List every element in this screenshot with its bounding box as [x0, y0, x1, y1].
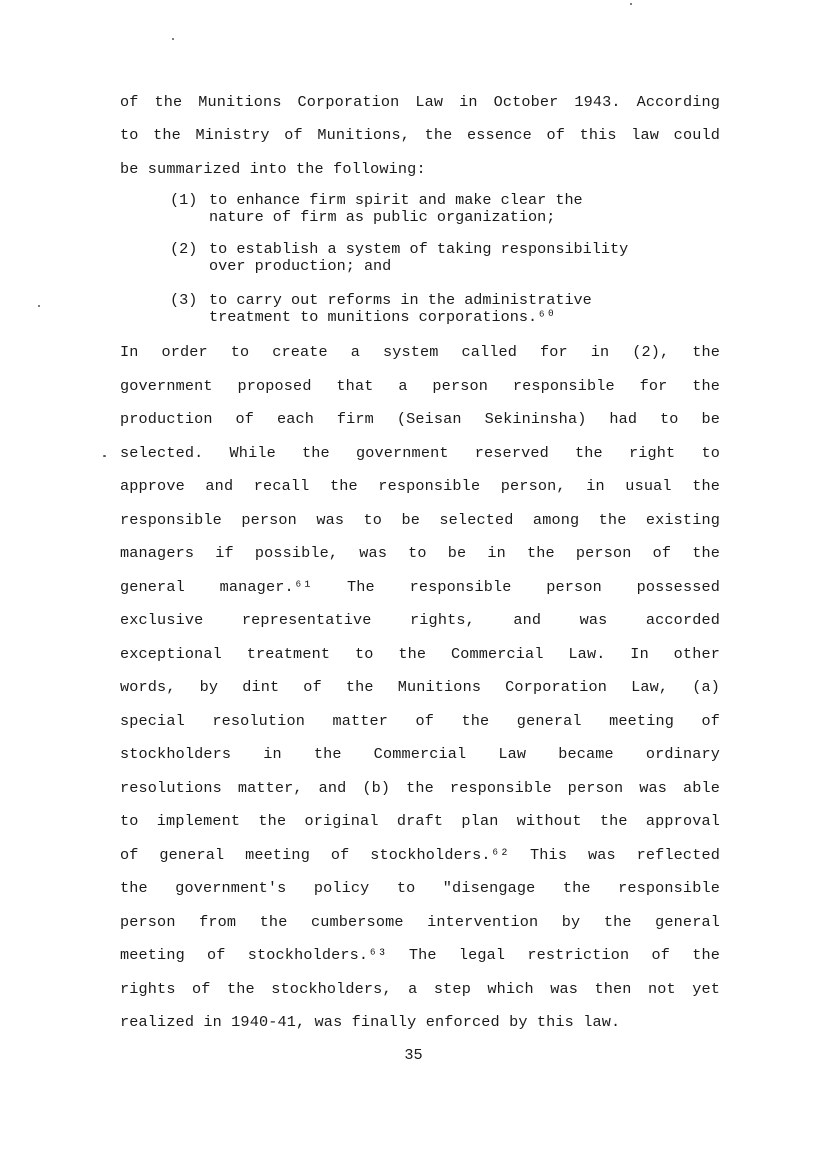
body-line: managers if possible, was to be in the person of the — [120, 544, 720, 562]
body-line: In order to create a system called for in (2), the — [120, 343, 720, 361]
body-line: special resolution matter of the general meeting of — [120, 712, 720, 730]
list-item-text: to establish a system of taking responsibility over production; and — [209, 240, 629, 275]
list-item-text: to carry out reforms in the administrative treatment to munitions corporations.⁶⁰ — [209, 291, 592, 326]
body-line: general manager.⁶¹ The responsible person possessed — [120, 578, 720, 596]
body-line: person from the cumbersome intervention by the general — [120, 913, 720, 931]
scan-speck — [172, 38, 174, 40]
intro-line: to the Ministry of Munitions, the essence of this law could — [120, 126, 720, 144]
body-line: exceptional treatment to the Commercial Law. In other — [120, 645, 720, 663]
list-item-number: (2) — [170, 240, 198, 258]
page-number: 35 — [404, 1046, 423, 1064]
list-item-text: to enhance firm spirit and make clear the nature of firm as public organization; — [209, 191, 583, 226]
body-line: exclusive representative rights, and was accorded — [120, 611, 720, 629]
body-line: responsible person was to be selected among the existing — [120, 511, 720, 529]
list-item-number: (3) — [170, 291, 198, 309]
body-line: resolutions matter, and (b) the responsible person was able — [120, 779, 720, 797]
scan-speck — [38, 305, 40, 307]
body-line: approve and recall the responsible person, in usual the — [120, 477, 720, 495]
body-line-final: realized in 1940-41, was finally enforced by this law. — [120, 1013, 621, 1031]
scan-speck — [103, 455, 106, 457]
intro-line: be summarized into the following: — [120, 160, 426, 178]
list-item-number: (1) — [170, 191, 198, 209]
body-line: selected. While the government reserved the right to — [120, 444, 720, 462]
body-line: to implement the original draft plan without the approval — [120, 812, 720, 830]
body-line: stockholders in the Commercial Law became ordinary — [120, 745, 720, 763]
body-line: meeting of stockholders.⁶³ The legal restriction of the — [120, 946, 720, 964]
list-item — [170, 241, 690, 275]
body-line: words, by dint of the Munitions Corporation Law, (a) — [120, 678, 720, 696]
body-line: rights of the stockholders, a step which was then not yet — [120, 980, 720, 998]
intro-line: of the Munitions Corporation Law in October 1943. According — [120, 93, 720, 111]
body-line: the government's policy to "disengage the responsible — [120, 879, 720, 897]
scan-speck — [630, 3, 632, 5]
list-item — [170, 292, 690, 326]
list-item — [170, 192, 690, 226]
body-line: of general meeting of stockholders.⁶² This was reflected — [120, 846, 720, 864]
body-line: government proposed that a person responsible for the — [120, 377, 720, 395]
body-line: production of each firm (Seisan Sekininsha) had to be — [120, 410, 720, 428]
